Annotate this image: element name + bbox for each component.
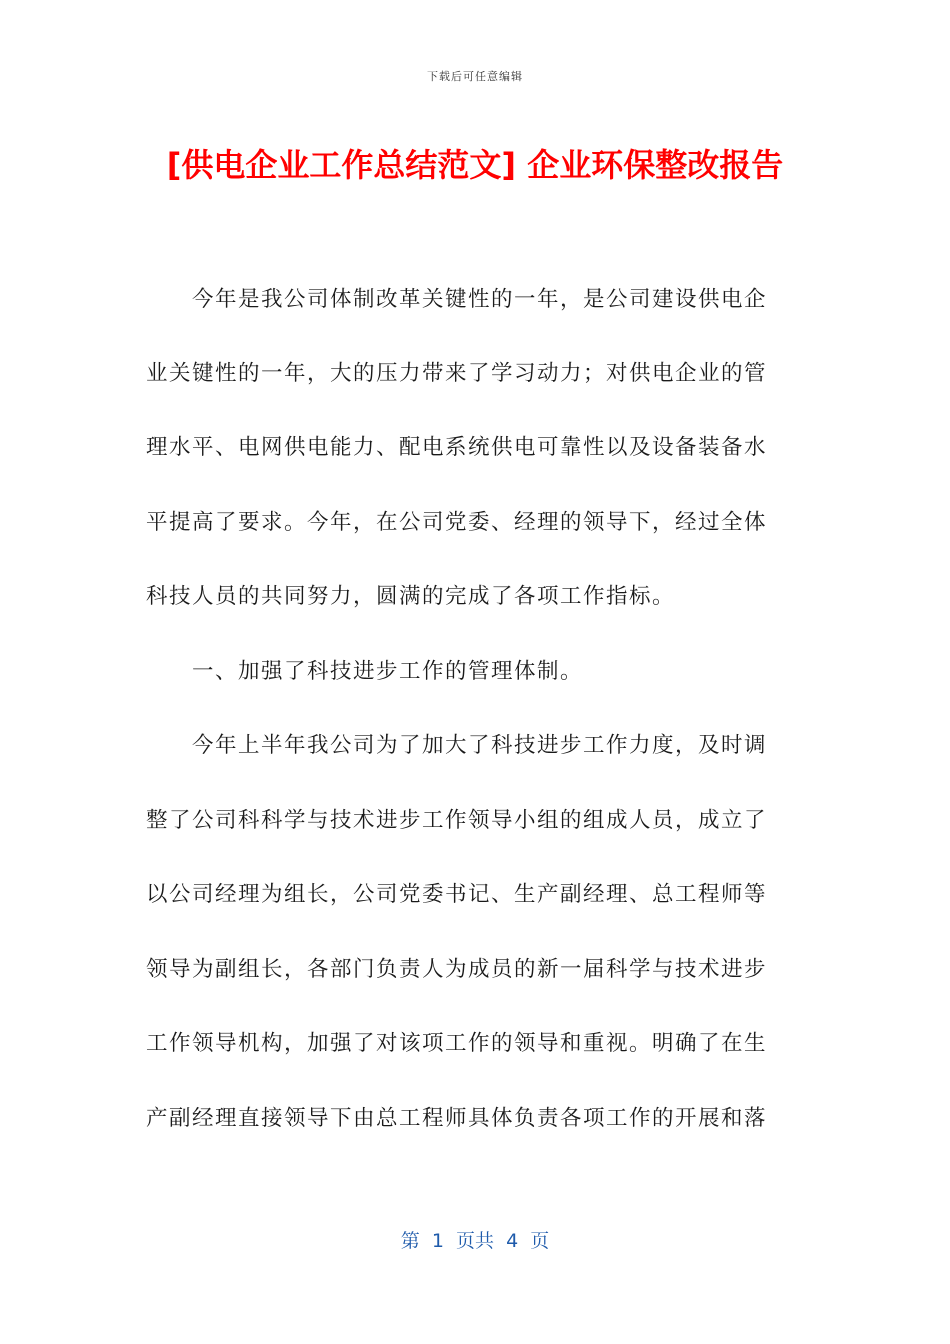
body-line: 整了公司科科学与技术进步工作领导小组的组成人员，成立了 — [146, 808, 768, 833]
header-note: 下载后可任意编辑 — [427, 70, 523, 83]
section-heading: 一、加强了科技进步工作的管理体制。 — [146, 659, 584, 684]
body-line: 理水平、电网供电能力、配电系统供电可靠性以及设备装备水 — [146, 435, 768, 460]
page-number: 第 1 页共 4 页 — [400, 1230, 550, 1252]
body-line: 平提高了要求。今年，在公司党委、经理的领导下，经过全体 — [146, 510, 768, 535]
document-title: [供电企业工作总结范文] 企业环保整改报告 — [166, 146, 784, 184]
body-line: 科技人员的共同努力，圆满的完成了各项工作指标。 — [146, 584, 676, 609]
body-line: 工作领导机构，加强了对该项工作的领导和重视。明确了在生 — [146, 1031, 768, 1056]
body-line: 今年上半年我公司为了加大了科技进步工作力度，及时调 — [146, 733, 768, 758]
body-line: 业关键性的一年，大的压力带来了学习动力；对供电企业的管 — [146, 361, 768, 386]
body-line: 产副经理直接领导下由总工程师具体负责各项工作的开展和落 — [146, 1106, 768, 1131]
body-line: 今年是我公司体制改革关键性的一年，是公司建设供电企 — [146, 287, 768, 312]
body-line: 领导为副组长，各部门负责人为成员的新一届科学与技术进步 — [146, 957, 768, 982]
body-line: 以公司经理为组长，公司党委书记、生产副经理、总工程师等 — [146, 882, 768, 907]
